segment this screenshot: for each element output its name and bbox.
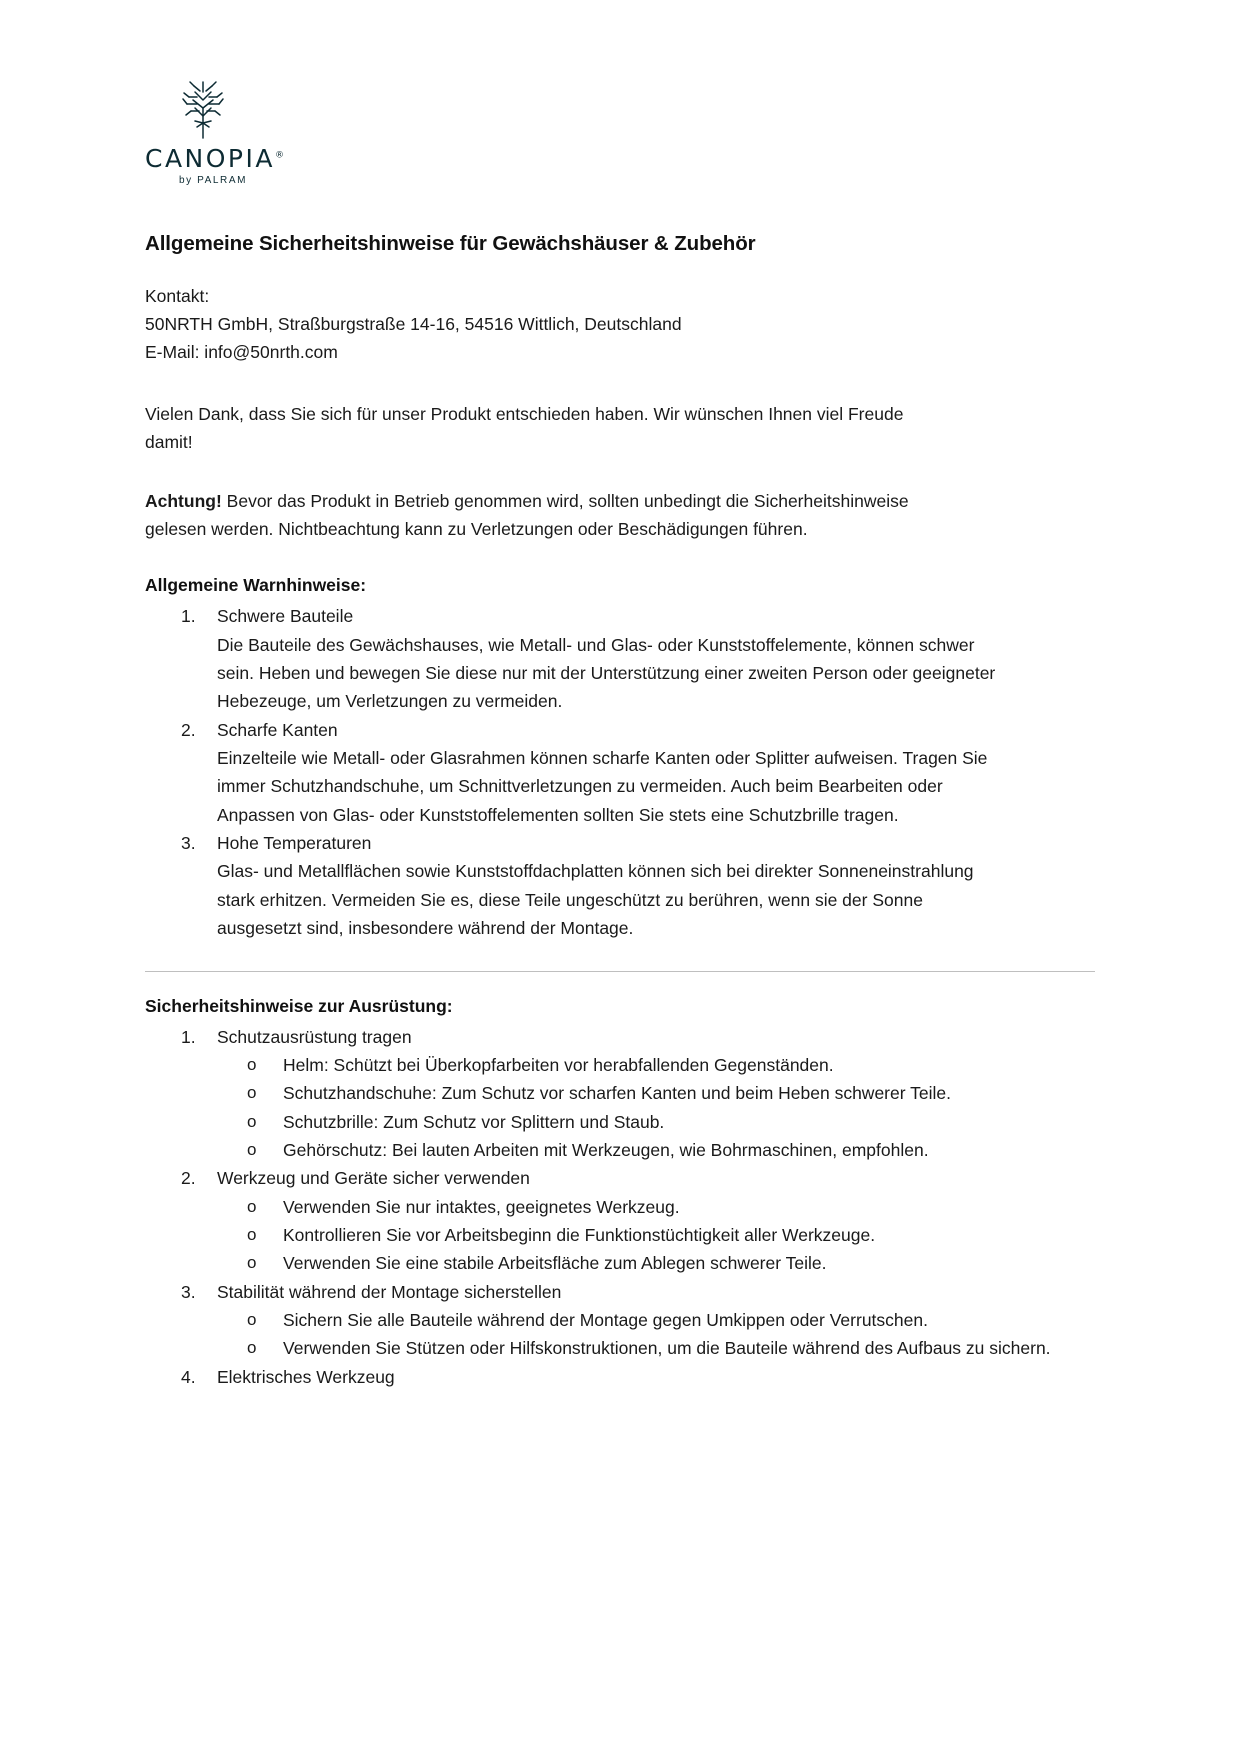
list-item — [145, 1023, 1095, 1165]
sub-list-item-text: Helm: Schützt bei Überkopfarbeiten vor herabfallenden Gegenständen. — [283, 1054, 834, 1075]
circle-bullet-icon: o — [247, 1309, 257, 1329]
sub-list-item — [217, 1108, 1073, 1136]
equipment-safety-heading: Sicherheitshinweise zur Ausrüstung: — [145, 995, 453, 1016]
list-item — [145, 829, 1095, 942]
list-item-title: Hohe Temperaturen — [217, 833, 372, 854]
list-item-number: 4. — [181, 1366, 196, 1387]
sub-list-item-text: Verwenden Sie Stützen oder Hilfskonstruktionen, um die Bauteile während des Aufbaus zu sichern. — [283, 1338, 1051, 1359]
attention-paragraph — [145, 487, 1095, 544]
list-item-number: 2. — [181, 1168, 196, 1189]
thanks-text: Vielen Dank, dass Sie sich für unser Produkt entschieden haben. Wir wünschen Ihnen viel Freude damit! — [145, 404, 904, 453]
general-warnings-heading: Allgemeine Warnhinweise: — [145, 575, 367, 596]
logo-subtitle: by PALRAM — [178, 175, 248, 186]
attention-lead: Achtung! — [145, 490, 222, 511]
list-item-title: Stabilität während der Montage sicherstellen — [217, 1281, 562, 1302]
equipment-safety-section — [145, 996, 1095, 1391]
list-item-number: 1. — [181, 606, 196, 627]
sub-list — [217, 1306, 1095, 1363]
list-item-title: Scharfe Kanten — [217, 719, 338, 740]
logo-wordmark: CANOPIA® — [145, 144, 284, 173]
circle-bullet-icon: o — [247, 1253, 257, 1273]
thanks-paragraph — [145, 400, 1095, 457]
sub-list-item — [217, 1079, 1073, 1107]
sub-list-item — [217, 1136, 1073, 1164]
circle-bullet-icon: o — [247, 1083, 257, 1103]
list-item — [145, 1278, 1095, 1363]
equipment-safety-list — [145, 1023, 1095, 1391]
sub-list-item — [217, 1334, 1073, 1362]
page-title: Allgemeine Sicherheitshinweise für Gewächshäuser & Zubehör — [145, 232, 756, 255]
list-item-number: 3. — [181, 1281, 196, 1302]
general-warnings-section — [145, 575, 1095, 942]
sub-list-item-text: Kontrollieren Sie vor Arbeitsbeginn die Funktionstüchtigkeit aller Werkzeuge. — [283, 1224, 876, 1245]
list-item — [145, 1363, 1095, 1391]
list-item-title: Schwere Bauteile — [217, 606, 354, 627]
sub-list — [217, 1193, 1095, 1278]
sub-list-item-text: Schutzbrille: Zum Schutz vor Splittern und Staub. — [283, 1111, 665, 1132]
sub-list-item — [217, 1051, 1073, 1079]
contact-email: E-Mail: info@50nrth.com — [145, 342, 338, 362]
circle-bullet-icon: o — [247, 1054, 257, 1074]
list-item-title: Werkzeug und Geräte sicher verwenden — [217, 1168, 530, 1189]
tree-canopy-icon — [173, 78, 233, 140]
circle-bullet-icon: o — [247, 1224, 257, 1244]
registered-mark: ® — [275, 150, 284, 161]
list-item-title: Schutzausrüstung tragen — [217, 1026, 412, 1047]
list-item — [145, 716, 1095, 829]
sub-list-item — [217, 1221, 1073, 1249]
sub-list-item — [217, 1306, 1073, 1334]
contact-block — [145, 282, 1095, 366]
list-item-title: Elektrisches Werkzeug — [217, 1366, 395, 1387]
section-divider — [145, 971, 1095, 972]
list-item — [145, 602, 1095, 715]
general-warnings-list — [145, 602, 1095, 942]
list-item — [145, 1164, 1095, 1277]
list-item-body: Die Bauteile des Gewächshauses, wie Metall- und Glas- oder Kunststoffelemente, können schwer sein. Heben und bewegen Sie diese nur mit der Unterstützung einer zweiten Person oder geeigneter Hebezeuge, um Verletzungen zu vermeiden. — [217, 634, 996, 712]
sub-list-item-text: Verwenden Sie nur intaktes, geeignetes Werkzeug. — [283, 1196, 680, 1217]
sub-list-item-text: Sichern Sie alle Bauteile während der Montage gegen Umkippen oder Verrutschen. — [283, 1309, 928, 1330]
list-item-body: Glas- und Metallflächen sowie Kunststoffdachplatten können sich bei direkter Sonneneinstrahlung stark erhitzen. Vermeiden Sie es, diese Teile ungeschützt zu berühren, wenn sie der Sonne ausgesetzt sind, insbesondere während der Montage. — [217, 861, 974, 939]
circle-bullet-icon: o — [247, 1139, 257, 1159]
contact-company: 50NRTH GmbH, Straßburgstraße 14-16, 54516 Wittlich, Deutschland — [145, 314, 682, 334]
circle-bullet-icon: o — [247, 1338, 257, 1358]
brand-logo — [145, 78, 285, 186]
circle-bullet-icon: o — [247, 1196, 257, 1216]
sub-list-item-text: Verwenden Sie eine stabile Arbeitsfläche zum Ablegen schwerer Teile. — [283, 1253, 827, 1274]
list-item-number: 1. — [181, 1026, 196, 1047]
sub-list-item-text: Gehörschutz: Bei lauten Arbeiten mit Werkzeugen, wie Bohrmaschinen, empfohlen. — [283, 1139, 929, 1160]
sub-list-item — [217, 1193, 1073, 1221]
contact-label: Kontakt: — [145, 286, 210, 306]
list-item-body: Einzelteile wie Metall- oder Glasrahmen können scharfe Kanten oder Splitter aufweisen. Tragen Sie immer Schutzhandschuhe, um Schnittverletzungen zu vermeiden. Auch beim Bearbeiten oder Anpassen von Glas- oder Kunststoffelementen sollten Sie stets eine Schutzbrille tragen. — [217, 748, 988, 825]
list-item-number: 3. — [181, 833, 196, 854]
circle-bullet-icon: o — [247, 1111, 257, 1131]
attention-text: Bevor das Produkt in Betrieb genommen wird, sollten unbedingt die Sicherheitshinweise gelesen werden. Nichtbeachtung kann zu Verletzungen oder Beschädigungen führen. — [145, 490, 909, 540]
sub-list — [217, 1051, 1095, 1164]
sub-list-item — [217, 1249, 1073, 1277]
list-item-number: 2. — [181, 719, 196, 740]
sub-list-item-text: Schutzhandschuhe: Zum Schutz vor scharfen Kanten und beim Heben schwerer Teile. — [283, 1083, 951, 1104]
